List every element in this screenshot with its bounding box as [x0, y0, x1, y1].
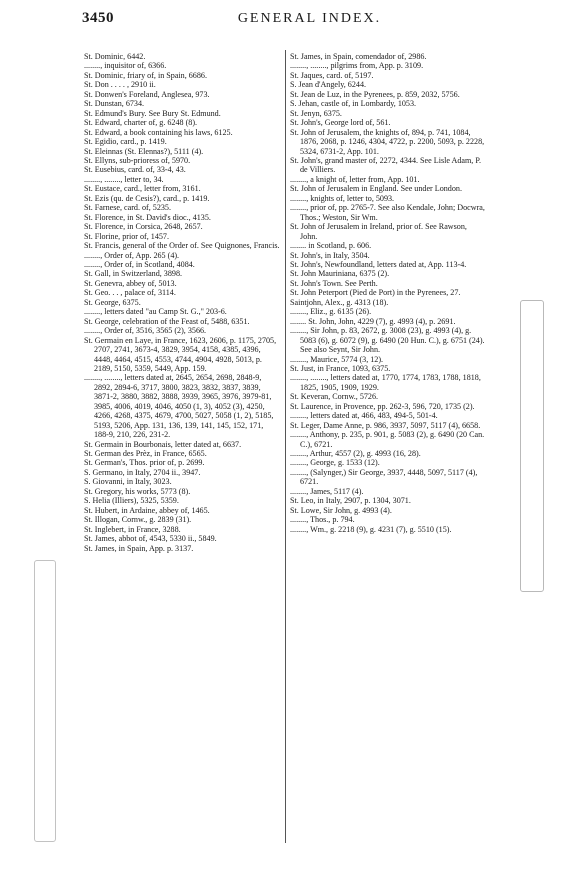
- page-number: 3450: [82, 10, 114, 26]
- index-entry: St. German's, Thos. prior of, p. 2699.: [84, 458, 205, 468]
- library-stamp: [520, 300, 544, 592]
- index-entry: ........, Sir John, p. 83, 2672, g. 3008 (23), g. 4993 (4), g. 5083 (6), g. 6072 (9), g. 6490 (20 Hun. C.), g. 6751 (24). See also Seynt, Sir John.: [290, 326, 485, 355]
- index-entry: St. Dominic, 6442.: [84, 52, 146, 61]
- index-entry: St. Leger, Dame Anne, p. 986, 3937, 5097, 5117 (4), 6658.: [290, 420, 481, 430]
- index-entry: S. Germano, in Italy, 2704 ii., 3947.: [84, 467, 201, 477]
- index-entry: ........, prior of, pp. 2765-7. See also Kendale, John; Docwra, Thos.; Weston, Sir Wm.: [290, 203, 485, 222]
- index-entry: ........, James, 5117 (4).: [290, 486, 364, 496]
- index-entry: ........ St. John, John, 4229 (7), g. 4993 (4), p. 2691.: [290, 316, 456, 326]
- index-entry: St. Leo, in Italy, 2907, p. 1304, 3071.: [290, 496, 411, 506]
- index-entry: St. Hubert, in Ardaine, abbey of, 1465.: [84, 505, 210, 515]
- index-entry: St. John's, grand master of, 2272, 4344. See Lisle Adam, P. de Villiers.: [290, 155, 481, 175]
- index-entry: St. Lowe, Sir John, g. 4993 (4).: [290, 505, 392, 515]
- index-entry: S. Giovanni, in Italy, 3023.: [84, 477, 172, 487]
- index-entry: St. Laurence, in Provence, pp. 262-3, 596, 720, 1735 (2).: [290, 401, 475, 411]
- index-entry: ........, Arthur, 4557 (2), g. 4993 (16, 28).: [290, 449, 421, 459]
- index-entry: St. Dunstan, 6734.: [84, 99, 145, 109]
- index-entry: ........, letters dated at, 466, 483, 494-5, 501-4.: [290, 411, 438, 421]
- index-entry: St. Edward, charter of, g. 6248 (8).: [84, 118, 198, 128]
- index-entry: Saintjohn, Alex., g. 4313 (18).: [290, 297, 389, 307]
- index-entry: S. Jean d'Angely, 6244.: [290, 80, 367, 90]
- index-entry: St. Gregory, his works, 5773 (8).: [84, 486, 191, 496]
- index-entry: St. Keveran, Cornw., 5726.: [290, 392, 379, 402]
- index-entry: St. James, in Spain, App. p. 3137.: [84, 543, 194, 553]
- index-entry: St. James, in Spain, comendador of, 2986.: [290, 52, 427, 61]
- index-column-right: [290, 52, 485, 534]
- index-entry: St. Ezis (qu. de Cesis?), card., p. 1419.: [84, 193, 210, 203]
- index-entry: ........, Eliz., g. 6135 (26).: [290, 307, 372, 317]
- index-entry: St. John's, in Italy, 3504.: [290, 250, 370, 260]
- index-entry: ........, letters dated "au Camp St. G.," 203-6.: [84, 307, 227, 317]
- index-entry: ........, ........, letters dated at, 1770, 1774, 1783, 1788, 1818, 1825, 1905, 1909, 1929.: [290, 373, 481, 392]
- index-entry: St. Don . . . . , 2910 ii.: [84, 80, 156, 90]
- index-entry: ........ in Scotland, p. 606.: [290, 241, 372, 251]
- index-entry: St. John's, Newfoundland, letters dated at, App. 113-4.: [290, 259, 467, 269]
- index-entry: ........, Anthony, p. 235, p. 901, g. 5083 (2), g. 6490 (20 Can. C.), 6721.: [290, 430, 485, 449]
- index-entry: St. John's, George lord of, 561.: [290, 118, 391, 128]
- index-entry: St. Jean de Luz, in the Pyrenees, p. 859, 2032, 5756.: [290, 89, 460, 99]
- library-stamp-left: [34, 560, 56, 842]
- index-entry: St. Donwen's Foreland, Anglesea, 973.: [84, 89, 210, 99]
- running-head: GENERAL INDEX.: [237, 11, 382, 26]
- index-entry: St. Florence, in St. David's dioc., 4135.: [84, 212, 211, 222]
- index-entry: St. John of Jerusalem in Ireland, prior of. See Rawson, John.: [290, 222, 467, 241]
- index-entry: ........, Order of, App. 265 (4).: [84, 250, 180, 260]
- index-entry: St. Jenyn, 6375.: [290, 108, 342, 118]
- index-entry: St. Just, in France, 1093, 6375.: [290, 363, 391, 373]
- index-entry: St. Dominic, friary of, in Spain, 6686.: [84, 70, 207, 80]
- index-entry: St. Egidio, card., p. 1419.: [84, 137, 167, 147]
- index-entry: ........, (Salynger,) Sir George, 3937, 4448, 5097, 5117 (4), 6721.: [290, 467, 478, 487]
- index-entry: St. Genevra, abbey of, 5013.: [84, 278, 177, 288]
- index-entry: ........, ........, letter to, 34.: [84, 174, 164, 184]
- index-entry: S. Helia (Illiers), 5325, 5359.: [84, 496, 179, 506]
- index-entry: St. Farnese, card. of, 5235.: [84, 203, 171, 213]
- index-entry: S. Jehan, castle of, in Lombardy, 1053.: [290, 99, 417, 109]
- index-entry: St. John of Jerusalem in England. See under London.: [290, 184, 462, 194]
- index-entry: St. Edward, a book containing his laws, 6125.: [84, 127, 233, 137]
- index-entry: St. Germain en Laye, in France, 1623, 2606, p. 1175, 2705, 2707, 2741, 3673-4, 3829, 3954, 4158, 4385, 4396, 4448, 4464, 4515, 4553, 4744, 4904, 4928, 5013, p. 2189, 5150, 5359, 5449, App. 159.: [84, 335, 277, 373]
- index-entry: St. Germain in Bourbonais, letter dated at, 6637.: [84, 439, 242, 449]
- index-entry: St. George, celebration of the Feast of, 5488, 6351.: [84, 316, 250, 326]
- page-header: [82, 10, 537, 34]
- index-entry: St. Eusebius, card. of, 33-4, 43.: [84, 165, 186, 175]
- index-entry: ........, George, g. 1533 (12).: [290, 458, 380, 468]
- index-entry: St. Illogan, Cornw., g. 2839 (31).: [84, 515, 192, 525]
- index-entry: St. Florine, prior of, 1457.: [84, 231, 169, 241]
- index-column-left: [84, 52, 280, 553]
- index-entry: St. German des Prèz, in France, 6565.: [84, 449, 207, 459]
- index-entry: St. James, abbot of, 4543, 5330 ii., 5849.: [84, 534, 217, 544]
- index-entry: St. John Mauriniana, 6375 (2).: [290, 269, 390, 279]
- index-entry: St. Edmund's Bury. See Bury St. Edmund.: [84, 108, 221, 118]
- index-entry: St. John Peterport (Pied de Port) in the Pyrenees, 27.: [290, 288, 461, 298]
- index-entry: ........, Wm., g. 2218 (9), g. 4231 (7), g. 5510 (15).: [290, 524, 452, 534]
- index-entry: ........, inquisitor of, 6366.: [84, 61, 167, 71]
- column-divider: [285, 50, 286, 843]
- index-entry: St. Geo. . . , palace of, 3114.: [84, 288, 176, 298]
- index-entry: ........, ........, letters dated at, 2645, 2654, 2698, 2848-9, 2892, 2894-6, 3717, 3800, 3823, 3832, 3837, 3839, 3871-2, 3880, 3882, 3888, 3939, 3965, 3976, 3979-81, 3985, 4006, 4019, 4046, 4050 (1, 3), 4052 (3), 4250, 4266, 4268, 4375, 4679, 4700, 5027, 5058 (1, 2), 5185, 5193, 5206, App. 131, 136, 139, 141, 145, 152, 171, 188-9, 210, 226, 231-2.: [84, 373, 274, 440]
- index-entry: St. John's Town. See Perth.: [290, 278, 378, 288]
- index-entry: St. Ellyns, sub-prioress of, 5970.: [84, 155, 191, 165]
- index-entry: ........, a knight of, letter from, App. 101.: [290, 174, 420, 184]
- index-entry: St. George, 6375.: [84, 297, 141, 307]
- index-entry: St. Gall, in Switzerland, 3898.: [84, 269, 183, 279]
- index-entry: ........, knights of, letter to, 5093.: [290, 193, 395, 203]
- index-entry: ........, Thos., p. 794.: [290, 515, 355, 525]
- index-entry: St. Eleinnas (St. Elennas?), 5111 (4).: [84, 146, 204, 156]
- index-entry: ........, Order of, in Scotland, 4084.: [84, 259, 195, 269]
- index-entry: ........, Maurice, 5774 (3, 12).: [290, 354, 384, 364]
- index-entry: St. Francis, general of the Order of. See Quignones, Francis.: [84, 241, 280, 251]
- index-entry: ........, Order of, 3516, 3565 (2), 3566.: [84, 326, 207, 336]
- index-entry: St. Florence, in Corsica, 2648, 2657.: [84, 222, 203, 232]
- index-entry: ........, ........, pilgrims from, App. p. 3109.: [290, 61, 424, 71]
- index-entry: St. John of Jerusalem, the knights of, 894, p. 741, 1084, 1876, 2068, p. 1246, 4304, 4722, p. 2200, 5093, p. 2228, 5324, 6731-2, App. 101.: [290, 127, 485, 156]
- index-entry: St. Eustace, card., letter from, 3161.: [84, 184, 201, 194]
- index-entry: St. Inglebert, in France, 3288.: [84, 524, 181, 534]
- index-entry: St. Jaques, card. of, 5197.: [290, 70, 374, 80]
